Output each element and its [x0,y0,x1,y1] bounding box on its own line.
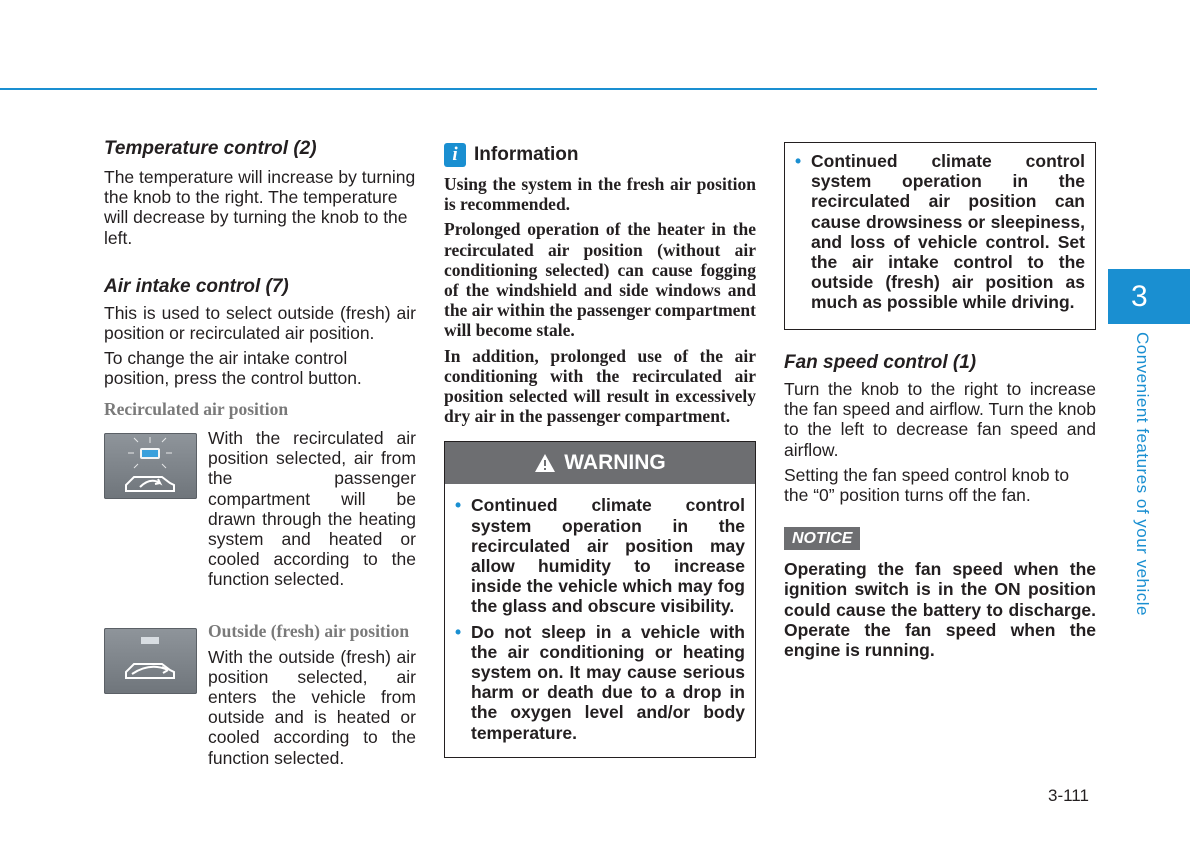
notice-label: NOTICE [784,527,860,550]
chapter-title: Convenient features of your vehicle [1133,332,1152,616]
info-paragraph-1: Using the system in the fresh air position is recommended. [444,174,756,215]
warning-triangle-icon [534,453,556,473]
page-number: 3-111 [1048,786,1089,805]
fan-speed-heading: Fan speed control (1) [784,352,977,373]
outside-air-text: With the outside (fresh) air position selected, air enters the vehicle from outside and is heated or cooled according to the function selected. [208,646,416,768]
warning-continued-item: • Continued climate control system operation in the recirculated air position can cause drowsiness or sleepiness, and loss of vehicle control. Set the air intake control to the outside (fresh) air position as much as possible while driving. [795,151,1085,313]
information-heading [444,143,756,167]
information-title: Information [474,144,579,165]
chapter-tab: 3 [1108,269,1190,324]
air-intake-text-1: This is used to select outside (fresh) air position or recirculated air position. [104,302,416,344]
notice-text: Operating the fan speed when the ignition switch is in the ON position could cause the battery to discharge. Operate the fan speed when the engine is running. [784,559,1096,661]
info-icon: i [444,143,466,167]
fan-speed-text-2: Setting the fan speed control knob to the “0” position turns off the fan. [784,464,1070,506]
column-middle [444,143,756,758]
warning-continued-list [795,151,1085,313]
warning-item: • Do not sleep in a vehicle with the air conditioning or heating system on. It may cause serious harm or death due to a drop in the oxygen level and/or body temperature. [455,622,745,743]
column-right [784,142,1096,660]
column-left [104,138,416,419]
warning-continued-box [784,142,1096,330]
info-paragraph-2: Prolonged operation of the heater in the recirculated air position (without air conditioning selected) can cause fogging of the windshield and side windows and the air within the passenger compartment will become stale. [444,219,756,341]
outside-air-block [208,621,416,768]
warning-box [444,441,756,758]
recirculated-air-icon [104,433,197,499]
air-intake-heading: Air intake control (7) [104,275,289,297]
outside-air-heading: Outside (fresh) air position [208,621,410,641]
temperature-text: The temperature will increase by turning the knob to the right. The temperature will decrease by turning the knob to the left. [104,167,416,248]
warning-title: WARNING [564,451,666,475]
warning-list [445,484,755,742]
fan-speed-text-1: Turn the knob to the right to increase the fan speed and airflow. Turn the knob to the left to decrease fan speed and airflow. [784,379,1096,460]
outside-air-icon [104,628,197,694]
air-intake-text-2: To change the air intake control position, press the control button. [104,348,362,389]
temperature-heading: Temperature control (2) [104,138,317,159]
notice-wrapper [784,527,1096,550]
info-paragraph-3: In addition, prolonged use of the air conditioning with the recirculated air position selected will result in excessively dry air in the passenger compartment. [444,345,756,427]
header-rule [0,88,1097,90]
recirculated-text: With the recirculated air position selected, air from the passenger compartment will be drawn through the heating system and heated or cooled according to the function selected. [208,428,416,590]
warning-header [445,442,755,484]
recirculated-heading: Recirculated air position [104,398,289,419]
warning-item: • Continued climate control system operation in the recirculated air position may allow humidity to increase inside the vehicle which may fog the glass and obscure visibility. [455,495,745,616]
